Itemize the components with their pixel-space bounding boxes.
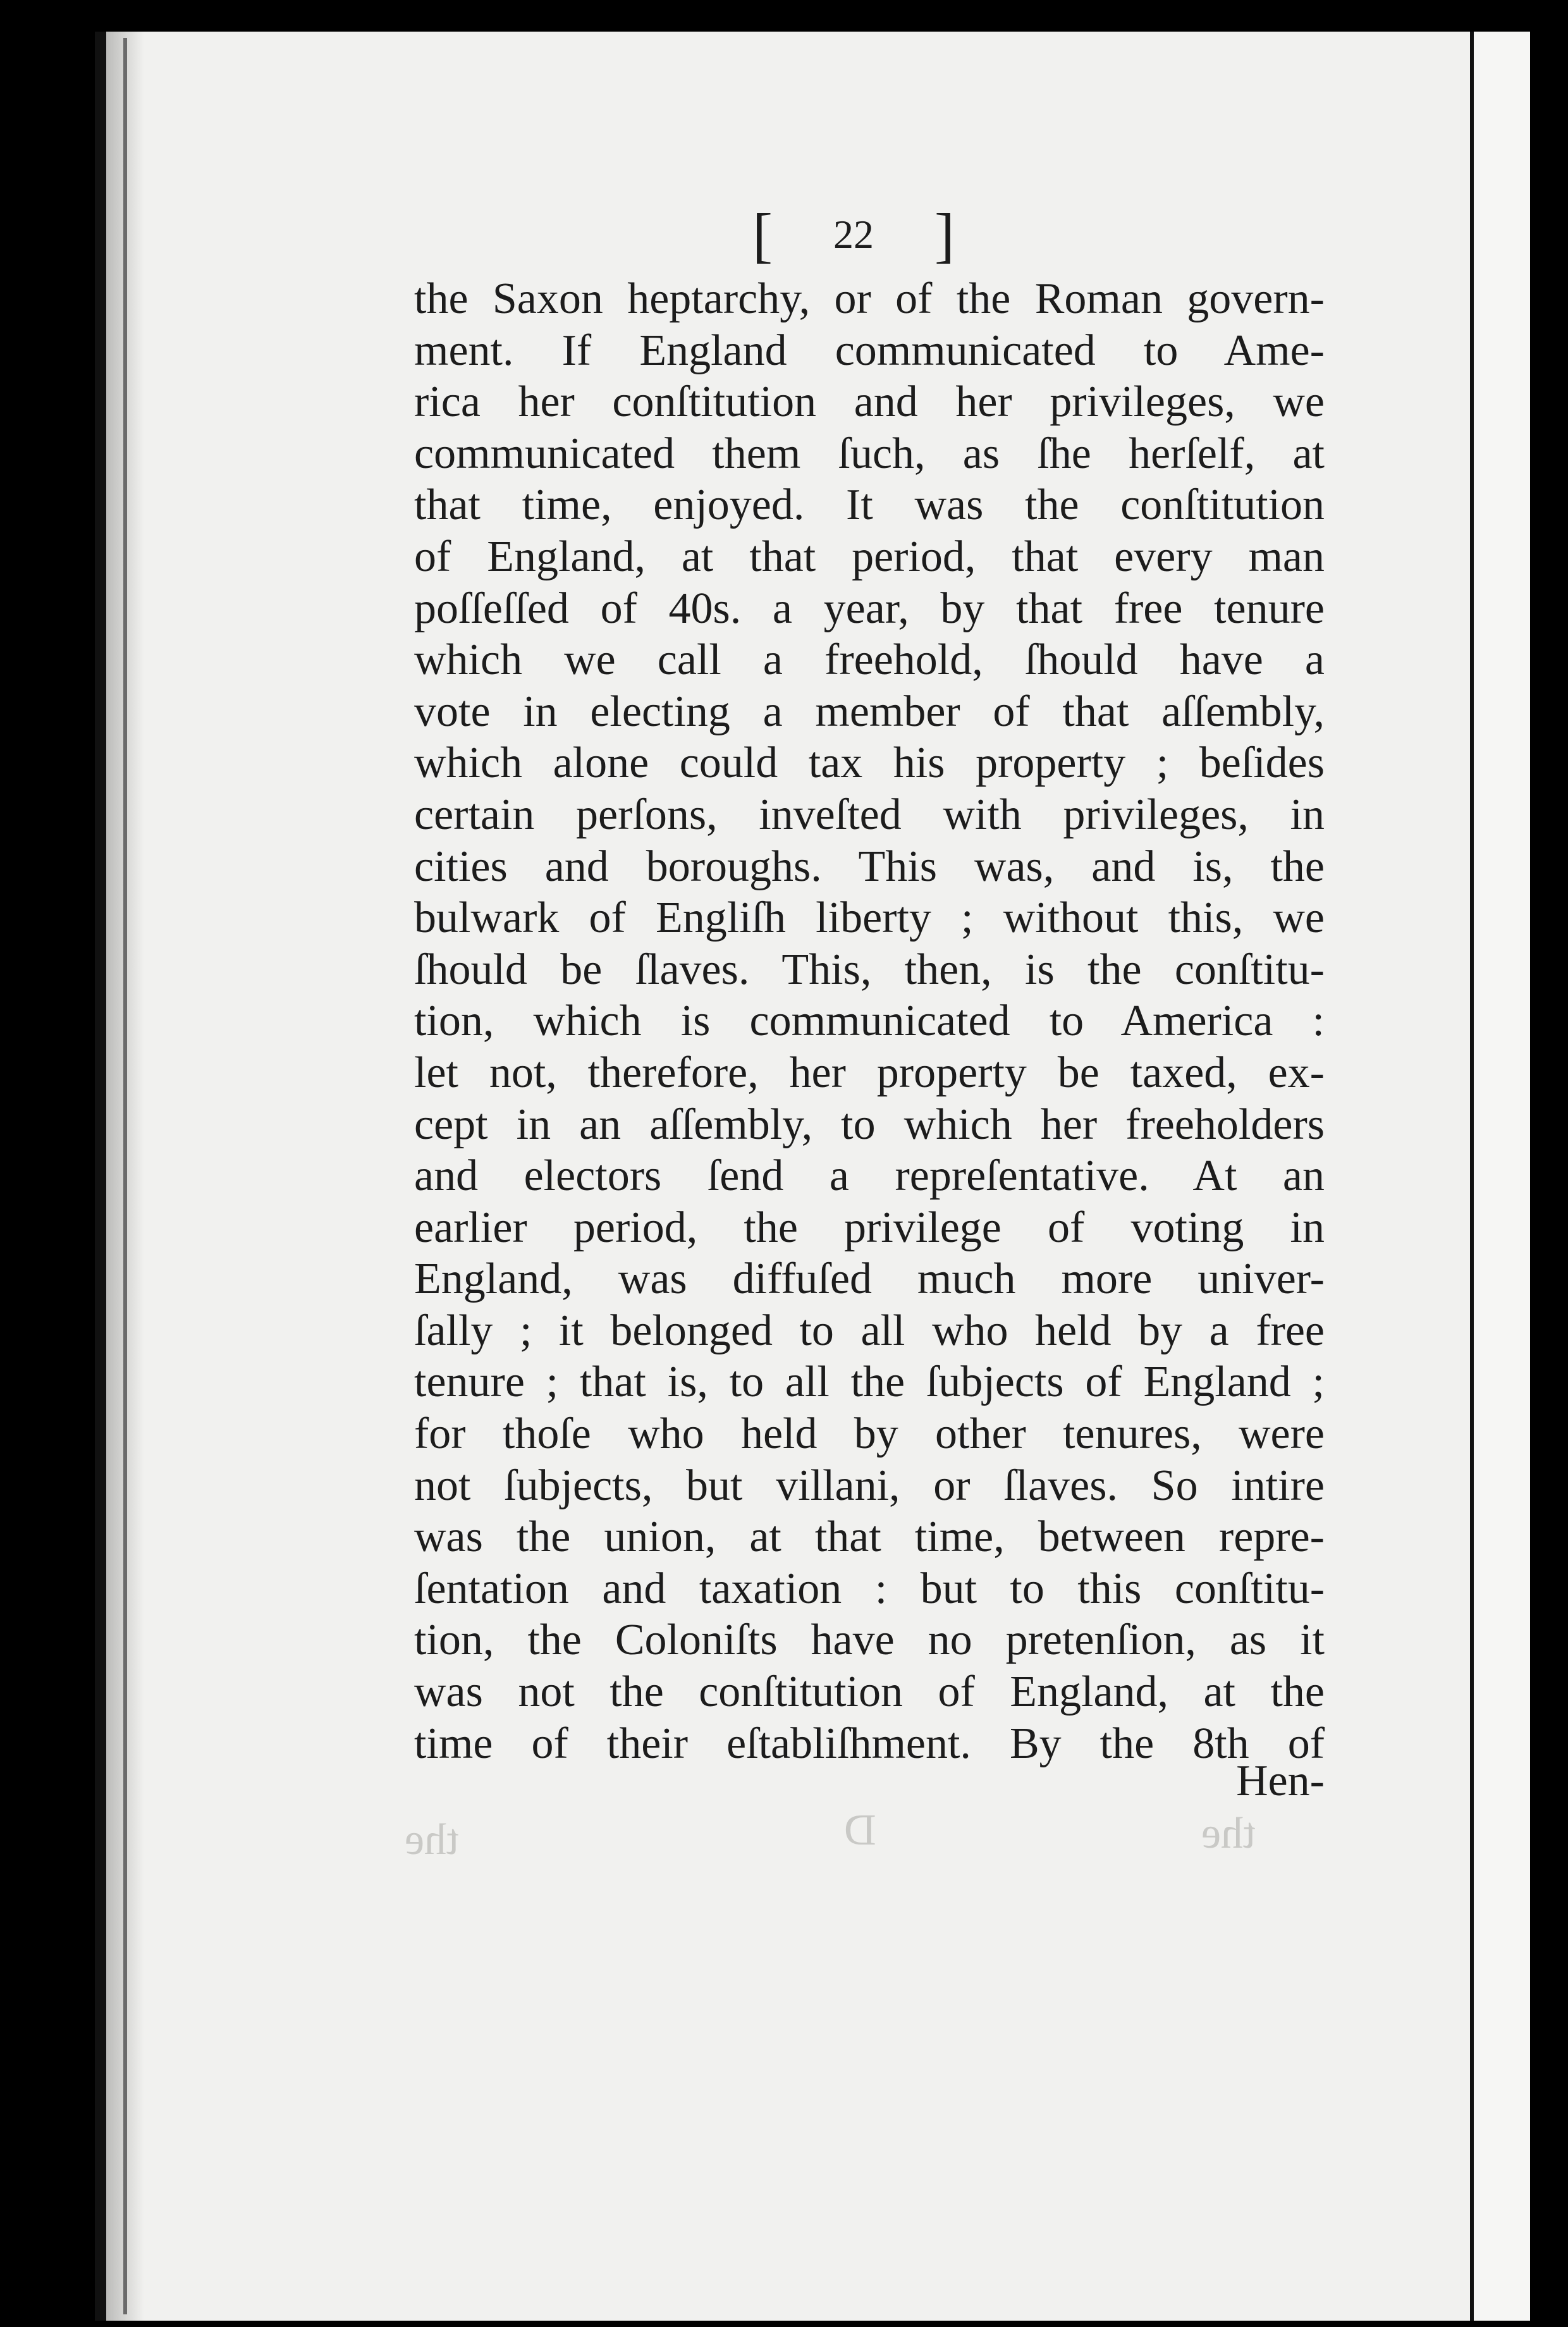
text-line: England, was diffuſed much more univer- (414, 1255, 1325, 1304)
text-line: that time, enjoyed. It was the conſtitution (414, 481, 1325, 530)
scan-top-border (0, 0, 1568, 32)
text-line: for thoſe who held by other tenures, were (414, 1409, 1325, 1459)
text-line: ment. If England communicated to Ame- (414, 326, 1325, 375)
text-line: ſally ; it belonged to all who held by a free (414, 1306, 1325, 1355)
catchword: Hen- (1236, 1757, 1325, 1805)
text-line: tion, the Coloniſts have no pretenſion, as it (414, 1616, 1325, 1665)
header-bracket-close: ] (934, 201, 955, 269)
page-header (740, 201, 967, 269)
text-line: cept in an aſſembly, to which her freeholders (414, 1100, 1325, 1149)
text-line: ſentation and taxation : but to this conſtitu- (414, 1564, 1325, 1613)
text-line: was the union, at that time, between repre- (414, 1513, 1325, 1562)
text-line: tenure ; that is, to all the ſubjects of England ; (414, 1358, 1325, 1407)
text-line: communicated them ſuch, as ſhe herſelf, at (414, 429, 1325, 478)
text-line: vote in electing a member of that aſſembly, (414, 687, 1325, 736)
text-line: earlier period, the privilege of voting in (414, 1203, 1325, 1252)
text-line: which we call a freehold, ſhould have a (414, 635, 1325, 685)
text-line: ſhould be ſlaves. This, then, is the conſtitu- (414, 945, 1325, 994)
text-line: let not, therefore, her property be taxed, ex- (414, 1048, 1325, 1097)
page-number: 22 (833, 212, 874, 257)
text-line: not ſubjects, but villani, or ſlaves. So intire (414, 1461, 1325, 1510)
text-line: poſſeſſed of 40s. a year, by that free tenure (414, 584, 1325, 633)
show-through-word-left: the (405, 1815, 459, 1864)
text-line: of England, at that period, that every man (414, 532, 1325, 581)
text-line: cities and boroughs. This was, and is, the (414, 842, 1325, 891)
adjacent-page-strip (1470, 32, 1537, 2321)
body-text (414, 273, 1325, 1769)
text-line: tion, which is communicated to America : (414, 997, 1325, 1046)
header-bracket-open: [ (752, 201, 773, 269)
text-line: and electors ſend a repreſentative. At an (414, 1151, 1325, 1201)
text-line: time of their eſtabliſhment. By the 8th of (414, 1719, 1325, 1768)
scan-right-border (1530, 0, 1568, 2327)
show-through-word-right: the (1201, 1809, 1256, 1858)
text-line: bulwark of Engliſh liberty ; without this, we (414, 893, 1325, 943)
text-line: certain perſons, inveſted with privileges, in (414, 790, 1325, 839)
text-line: rica her conſtitution and her privileges, we (414, 378, 1325, 427)
text-line: was not the conſtitution of England, at the (414, 1667, 1325, 1717)
text-line: which alone could tax his property ; beſides (414, 739, 1325, 788)
page-edge (123, 38, 127, 2314)
text-line: the Saxon heptarchy, or of the Roman govern- (414, 274, 1325, 323)
show-through-signature: D (844, 1806, 876, 1855)
